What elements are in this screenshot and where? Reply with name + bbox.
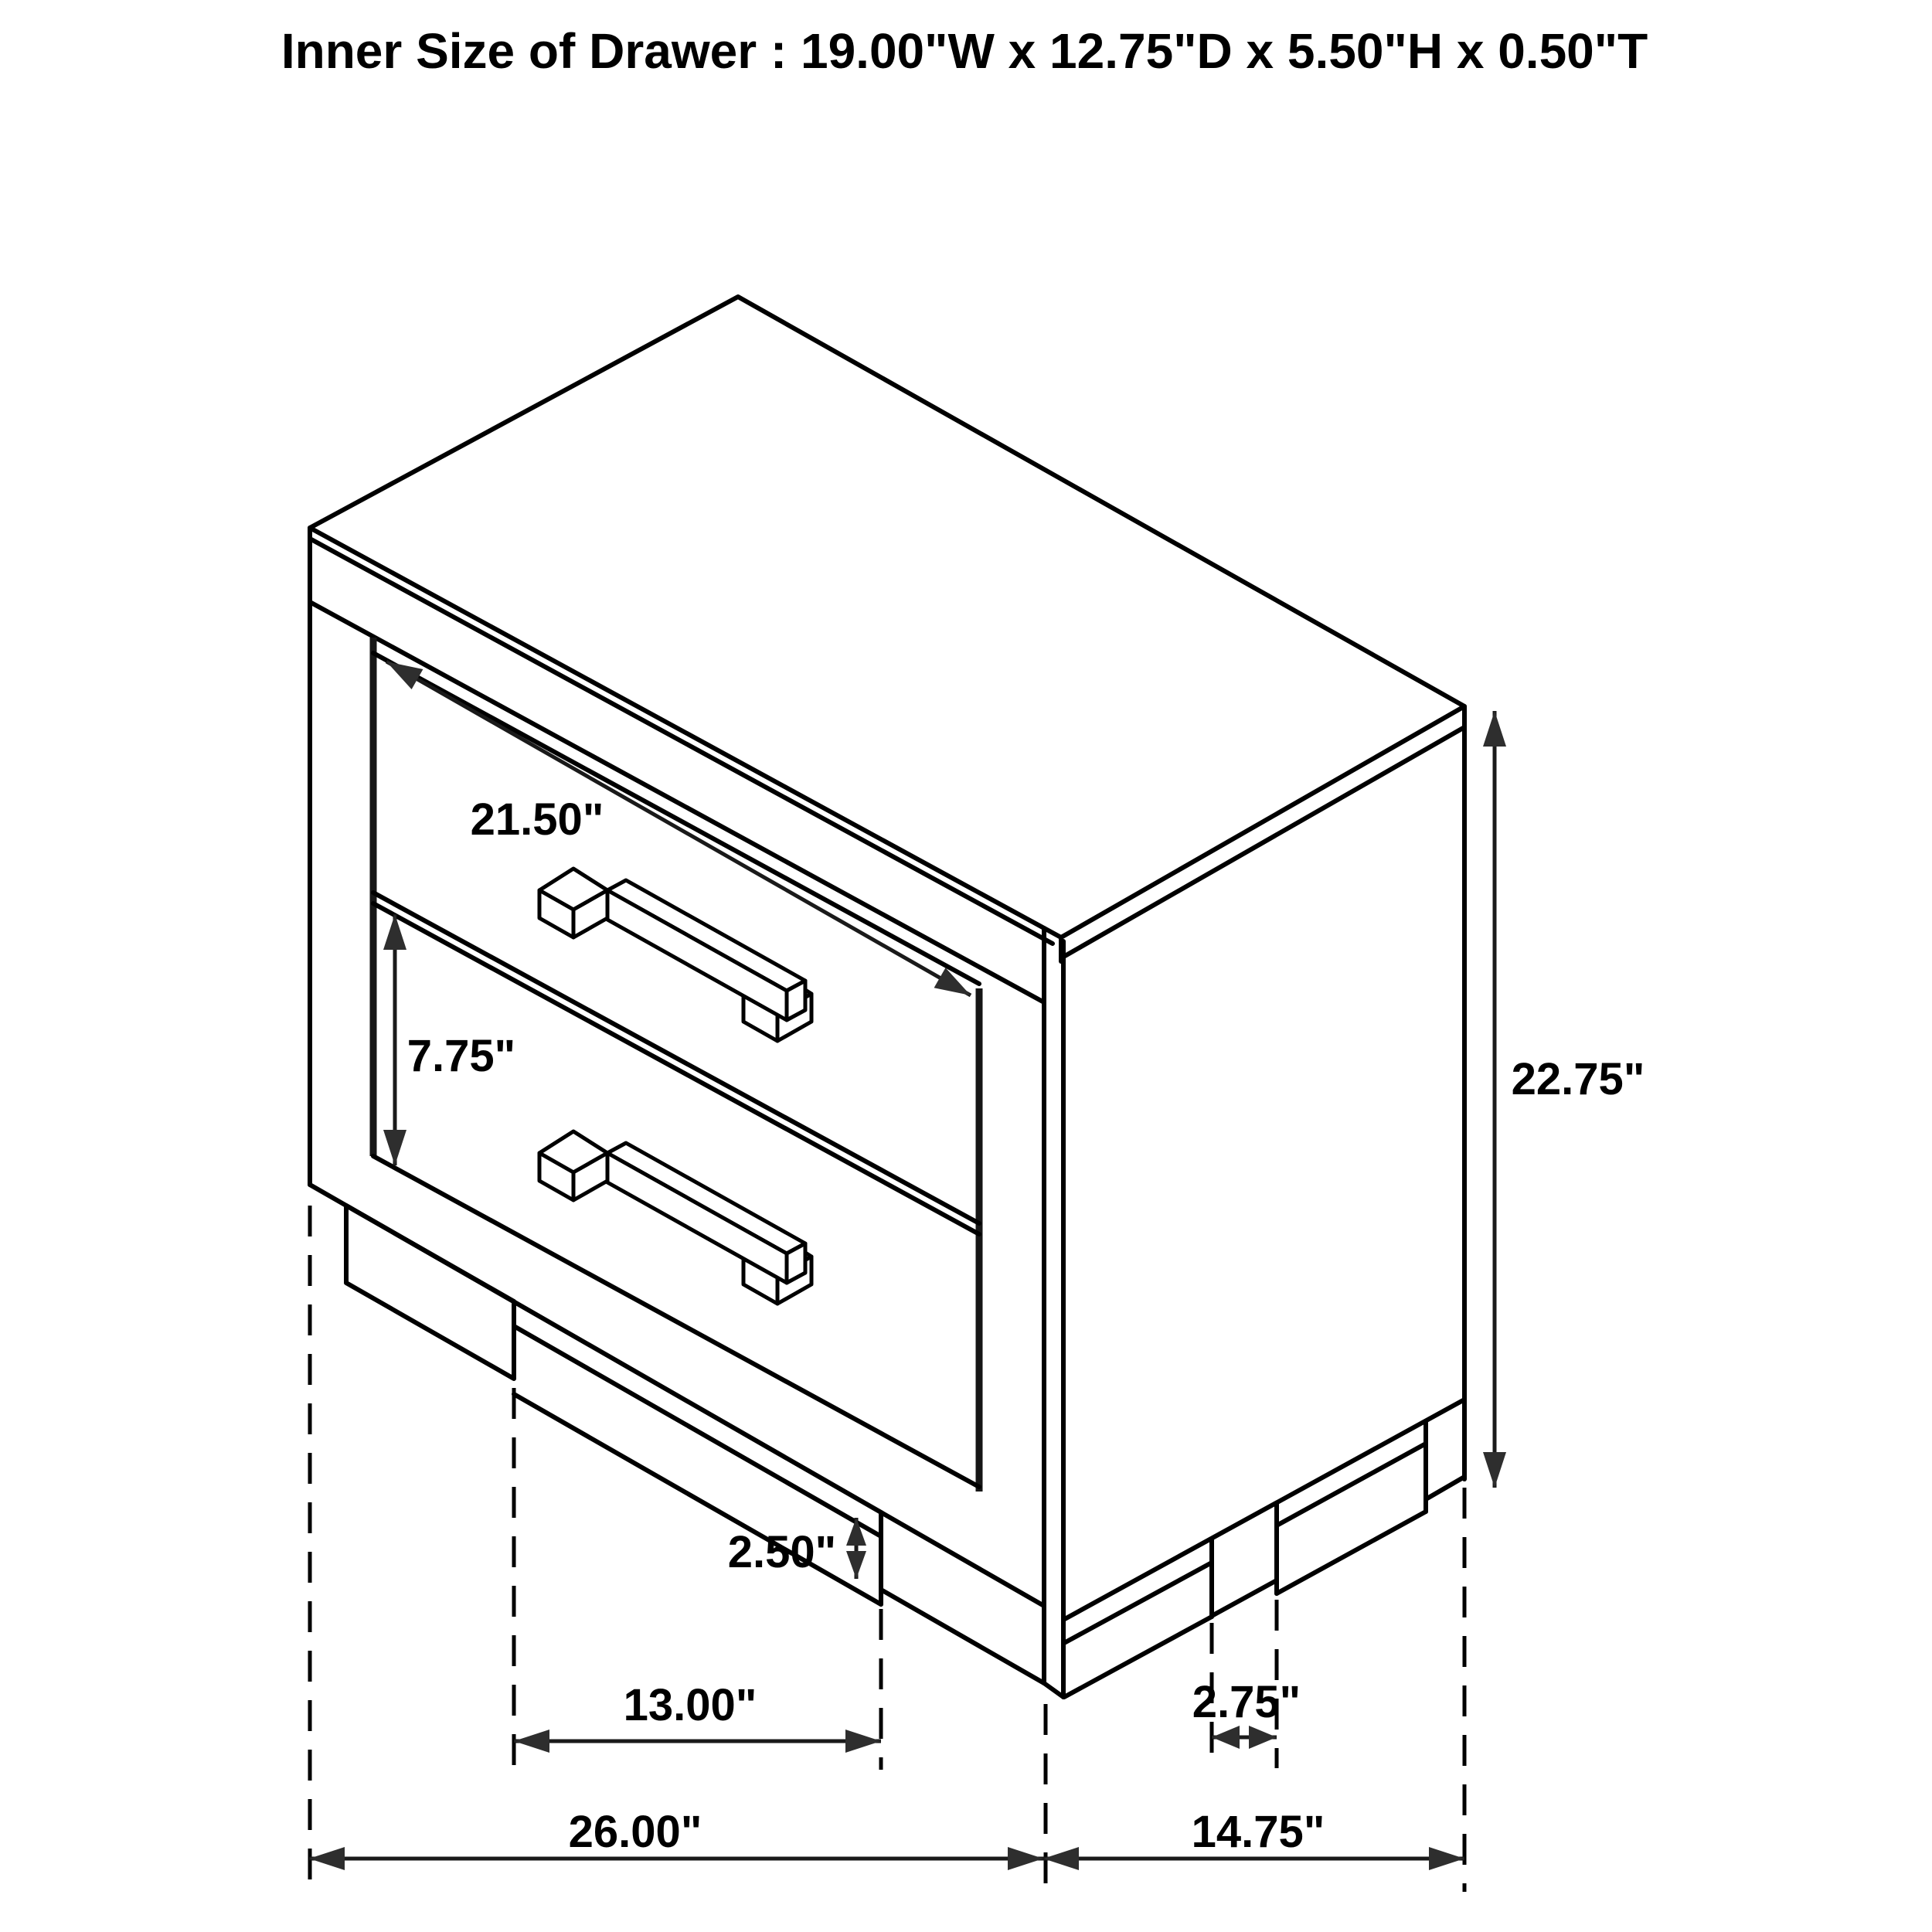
dim-label-14-75: 14.75" [1191,1807,1325,1857]
dim-side-leg-width [1192,1677,1301,1749]
base-right-side [1064,1422,1464,1697]
dim-overall-height [1483,711,1645,1488]
extension-lines [310,1206,1464,1892]
dim-lower-drawer-height [383,914,515,1165]
lower-drawer-handle [539,1131,811,1304]
dim-label-13-00: 13.00" [623,1680,757,1730]
base-front-left [346,1206,1063,1697]
dim-base-height [728,1518,866,1579]
page-title: Inner Size of Drawer : 19.00"W x 12.75"D x 5.50"H x 0.50"T [281,23,1648,79]
dim-front-leg-spacing [514,1680,881,1753]
dim-label-2-50: 2.50" [727,1527,837,1577]
dim-overall-width [309,1807,1043,1870]
dim-overall-depth [1043,1807,1464,1870]
dim-label-26-00: 26.00" [568,1807,702,1857]
dim-label-22-75: 22.75" [1511,1054,1645,1104]
nightstand-drawing [310,297,1464,1697]
dim-label-21-50: 21.50" [470,794,604,845]
dim-label-7-75: 7.75" [406,1031,516,1081]
dim-label-2-75: 2.75" [1192,1677,1301,1727]
